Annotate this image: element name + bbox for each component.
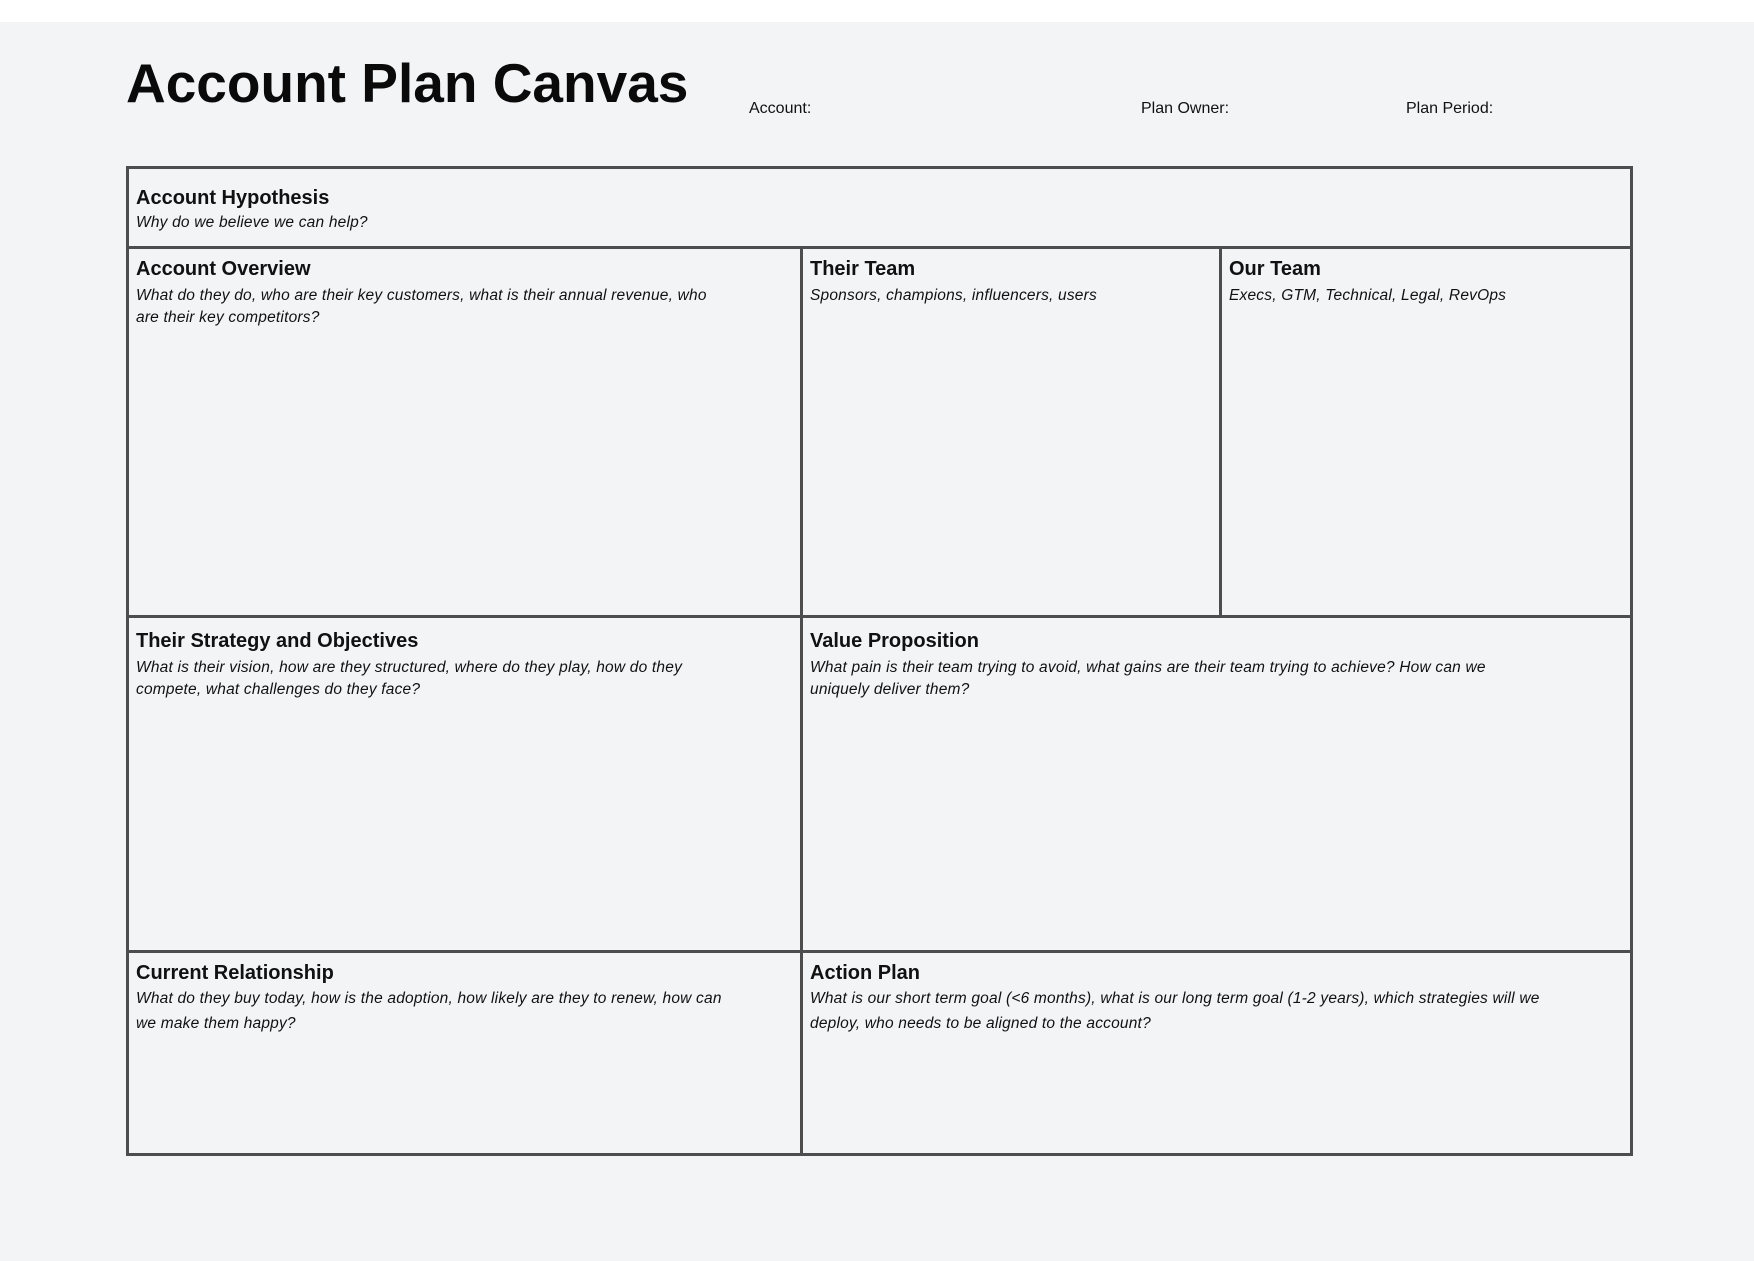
section-description: Sponsors, champions, influencers, users <box>810 287 1097 304</box>
section-title: Current Relationship <box>136 962 334 984</box>
section-title: Our Team <box>1229 258 1321 280</box>
section-description: What pain is their team trying to avoid, what gains are their team trying to achieve? How can we uniquely deliver them? <box>810 659 1486 698</box>
section-title: Account Overview <box>136 258 311 280</box>
section-title: Their Strategy and Objectives <box>136 630 419 652</box>
section-description: What do they buy today, how is the adoption, how likely are they to renew, how can we make them happy? <box>136 990 722 1032</box>
our-team-section[interactable] <box>1222 257 1630 615</box>
section-title: Their Team <box>810 258 916 280</box>
divider <box>129 615 1630 618</box>
section-description: What do they do, who are their key customers, what is their annual revenue, who are their key competitors? <box>136 287 707 326</box>
current-relationship-section[interactable] <box>129 961 800 1156</box>
section-title: Action Plan <box>810 962 921 984</box>
section-description: Why do we believe we can help? <box>136 214 368 231</box>
section-description: What is their vision, how are they structured, where do they play, how do they compete, what challenges do they face? <box>136 659 683 698</box>
plan-owner-label: Plan Owner: <box>1141 100 1230 117</box>
canvas-page <box>0 22 1754 1261</box>
account-hypothesis-section[interactable] <box>129 186 1630 246</box>
strategy-objectives-section[interactable] <box>129 629 800 950</box>
plan-period-label: Plan Period: <box>1406 100 1494 117</box>
value-proposition-section[interactable] <box>803 629 1630 950</box>
section-description: Execs, GTM, Technical, Legal, RevOps <box>1229 287 1507 304</box>
divider <box>129 950 1630 953</box>
section-title: Value Proposition <box>810 630 979 652</box>
account-label: Account: <box>749 100 812 117</box>
action-plan-section[interactable] <box>803 961 1630 1156</box>
their-team-section[interactable] <box>803 257 1219 615</box>
section-title: Account Hypothesis <box>136 187 330 209</box>
canvas-grid <box>126 166 1633 1156</box>
account-overview-section[interactable] <box>129 257 800 615</box>
divider <box>129 246 1630 249</box>
section-description: What is our short term goal (<6 months), what is our long term goal (1-2 years), which strategies will we deploy, who needs to be aligned to the account? <box>810 990 1540 1032</box>
page-title: Account Plan Canvas <box>126 52 689 114</box>
